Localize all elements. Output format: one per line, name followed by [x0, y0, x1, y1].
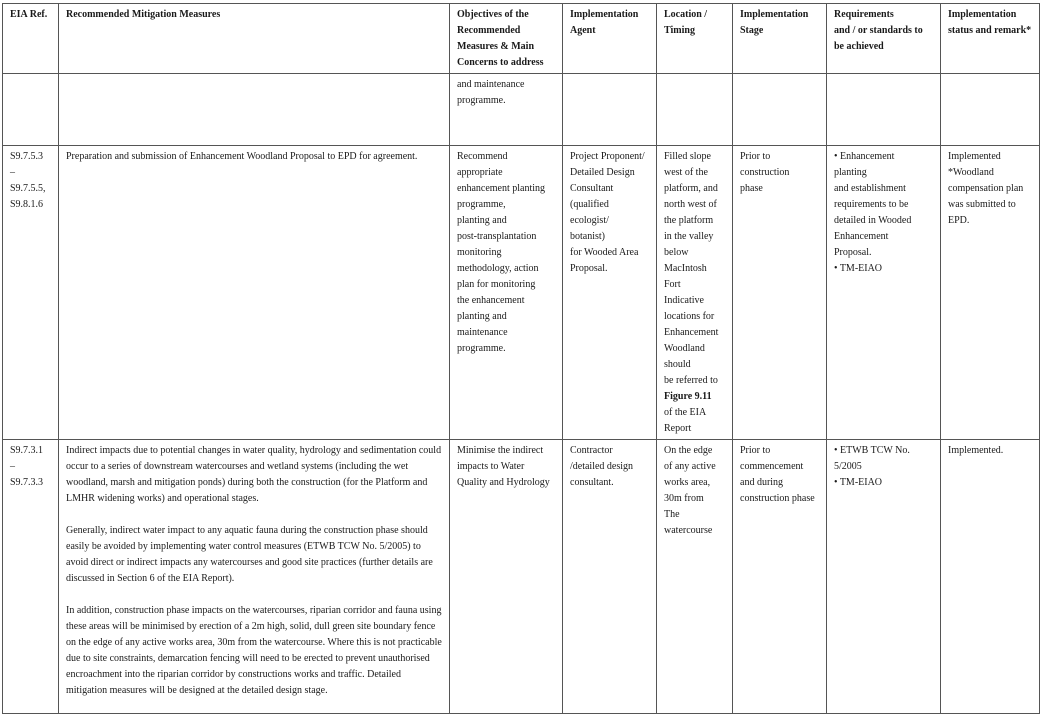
- row0-agent: [563, 74, 657, 146]
- header-stage: Implementation Stage: [733, 4, 827, 74]
- table-row: [3, 146, 1040, 440]
- mitigation-table: [2, 3, 1040, 714]
- header-agent: Implementation Agent: [563, 4, 657, 74]
- row0-ref: [3, 74, 59, 146]
- measures-paragraph: In addition, construction phase impacts on the watercourses, riparian corridor and fauna using these areas will be minimised by erection of a 2m high, solid, dull green site boundary fence on the edge of any active works area, 30m from the watercourse. Where this is not practicable due to site constraints, demarcation fencing will need to be erected to prevent unauthorised encroachment into the riparian corridor by constructions works and traffic. Detailed mitigation measures will be designed at the detailed design stage.: [66, 605, 442, 696]
- row2-requirements: • ETWB TCW No. 5/2005 • TM-EIAO: [827, 440, 941, 714]
- measures-paragraph: Indirect impacts due to potential changes in water quality, hydrology and sedimentation could occur to a series of downstream watercourses and wetland systems (including the wet woodland, marsh and mitigation ponds) during both the construction (for the Platform and LMHR widening works) and operational stages.: [66, 445, 442, 504]
- header-requirements: Requirements and / or standards to be achieved: [827, 4, 941, 74]
- row1-status: Implemented *Woodland compensation plan was submitted to EPD.: [941, 146, 1040, 440]
- row0-requirements: [827, 74, 941, 146]
- header-objectives: Objectives of the Recommended Measures & Main Concerns to address: [450, 4, 563, 74]
- row1-location: Filled slope west of the platform, and north west of the platform in the valley below MacIntosh Fort Indicative locations for Enhancement Woodland should be referred to Figure 9.11 of the EIA Report: [657, 146, 733, 440]
- row2-measures: [59, 440, 450, 714]
- row0-stage: [733, 74, 827, 146]
- row2-agent: Contractor /detailed design consultant.: [563, 440, 657, 714]
- row1-requirements: • Enhancement planting and establishment requirements to be detailed in Wooded Enhancement Proposal. • TM-EIAO: [827, 146, 941, 440]
- row2-objectives: Minimise the indirect impacts to Water Quality and Hydrology: [450, 440, 563, 714]
- row1-measures: Preparation and submission of Enhancement Woodland Proposal to EPD for agreement.: [59, 146, 450, 440]
- row2-location: On the edge of any active works area, 30m from The watercourse: [657, 440, 733, 714]
- header-measures: Recommended Mitigation Measures: [59, 4, 450, 74]
- header-status: Implementation status and remark*: [941, 4, 1040, 74]
- table-row: [3, 440, 1040, 714]
- row1-objectives: Recommend appropriate enhancement planting programme, planting and post-transplantation monitoring methodology, action plan for monitoring the enhancement planting and maintenance programme.: [450, 146, 563, 440]
- row1-ref: S9.7.5.3 – S9.7.5.5, S9.8.1.6: [3, 146, 59, 440]
- row1-stage: Prior to construction phase: [733, 146, 827, 440]
- measures-paragraph: Generally, indirect water impact to any aquatic fauna during the construction phase should easily be avoided by implementing water control measures (ETWB TCW No. 5/2005) to avoid direct or indirect impacts any watercourses and good site practices (further details are discussed in Section 6 of the EIA Report).: [66, 525, 433, 584]
- row0-status: [941, 74, 1040, 146]
- row0-objectives: and maintenance programme.: [450, 74, 563, 146]
- header-location: Location / Timing: [657, 4, 733, 74]
- row2-ref: S9.7.3.1 – S9.7.3.3: [3, 440, 59, 714]
- header-row: [3, 4, 1040, 74]
- row2-stage: Prior to commencement and during construction phase: [733, 440, 827, 714]
- row0-location: [657, 74, 733, 146]
- table-row: [3, 74, 1040, 146]
- row1-agent: Project Proponent/ Detailed Design Consultant (qualified ecologist/ botanist) for Wooded Area Proposal.: [563, 146, 657, 440]
- row2-status: Implemented.: [941, 440, 1040, 714]
- figure-reference: Figure 9.11: [664, 391, 712, 402]
- row0-measures: [59, 74, 450, 146]
- header-eia-ref: EIA Ref.: [3, 4, 59, 74]
